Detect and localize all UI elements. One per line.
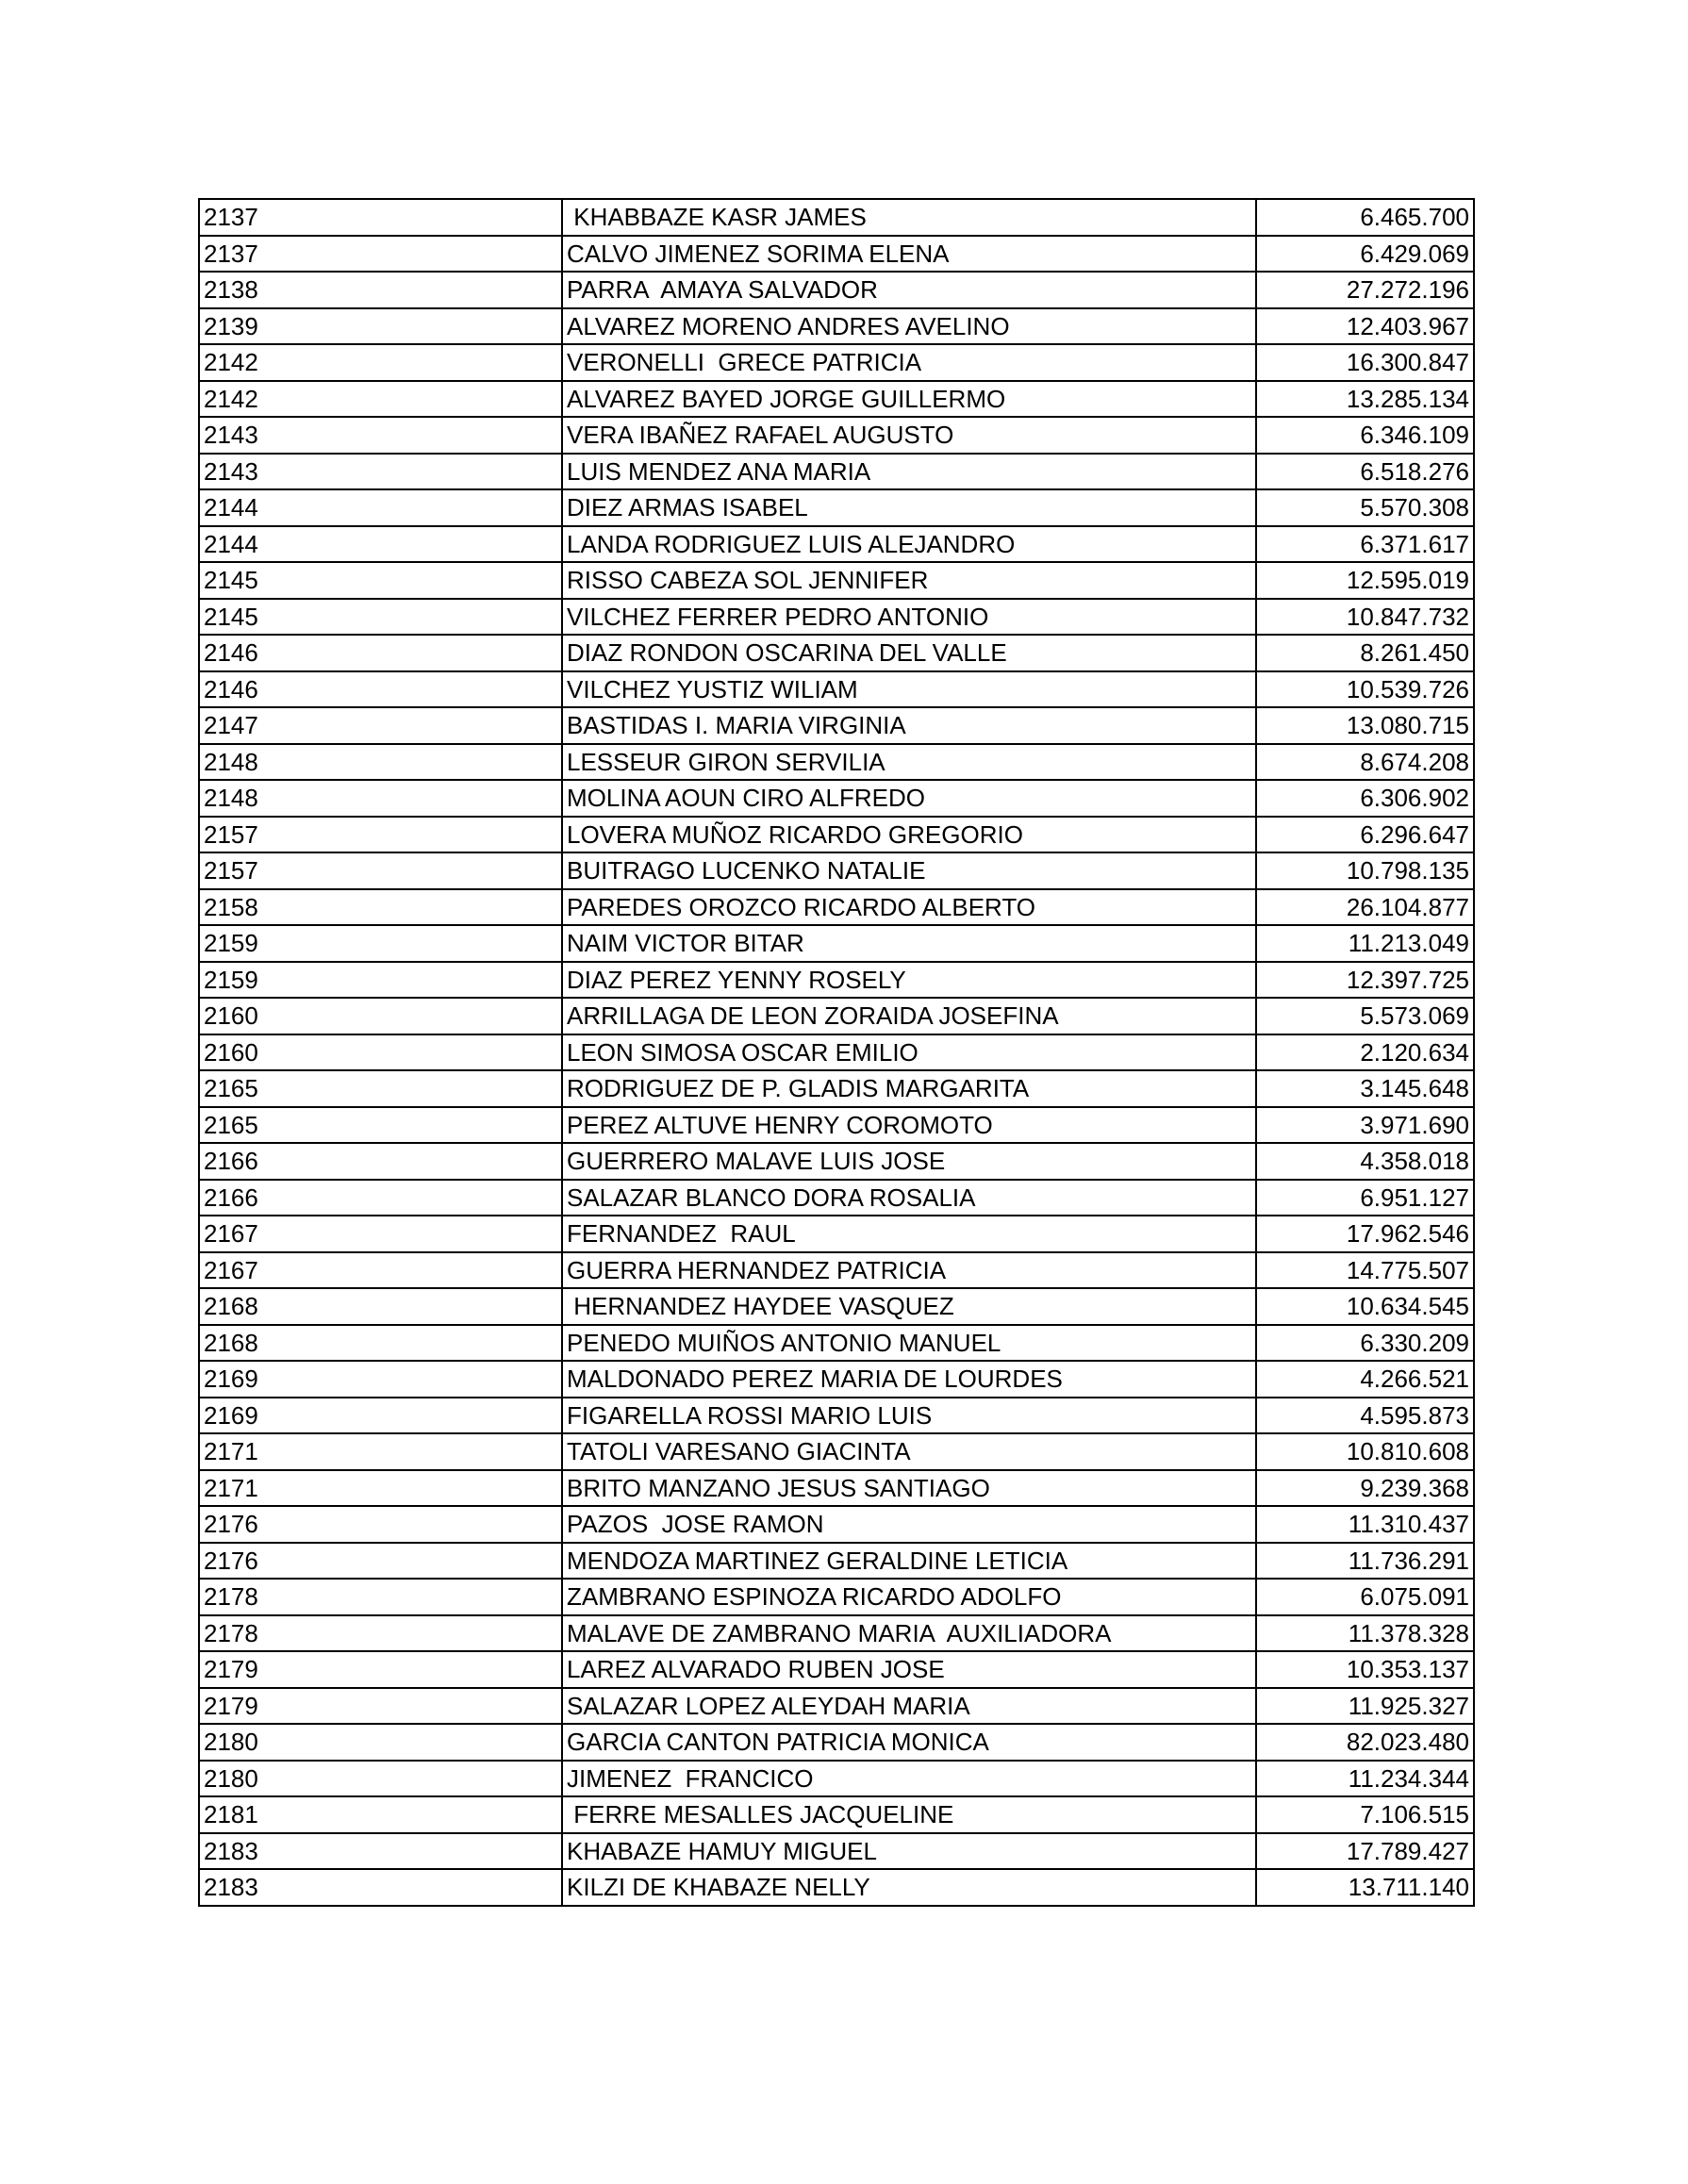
table-row: [199, 1869, 1474, 1906]
code-cell: 2145: [199, 599, 562, 636]
name-cell: VERA IBAÑEZ RAFAEL AUGUSTO: [562, 417, 1256, 454]
amount-cell: 82.023.480: [1256, 1724, 1474, 1761]
name-cell: FIGARELLA ROSSI MARIO LUIS: [562, 1398, 1256, 1434]
amount-cell: 11.736.291: [1256, 1543, 1474, 1580]
table-row: [199, 998, 1474, 1034]
name-cell: KHABAZE HAMUY MIGUEL: [562, 1833, 1256, 1870]
code-cell: 2176: [199, 1506, 562, 1543]
table-row: [199, 744, 1474, 781]
amount-cell: 6.465.700: [1256, 199, 1474, 236]
name-cell: GUERRERO MALAVE LUIS JOSE: [562, 1143, 1256, 1180]
amount-cell: 10.810.608: [1256, 1433, 1474, 1470]
code-cell: 2142: [199, 344, 562, 381]
table-row: [199, 1252, 1474, 1289]
name-cell: LAREZ ALVARADO RUBEN JOSE: [562, 1651, 1256, 1688]
name-cell: LANDA RODRIGUEZ LUIS ALEJANDRO: [562, 526, 1256, 563]
amount-cell: 9.239.368: [1256, 1470, 1474, 1507]
code-cell: 2176: [199, 1543, 562, 1580]
name-cell: PAREDES OROZCO RICARDO ALBERTO: [562, 889, 1256, 926]
amount-cell: 6.306.902: [1256, 780, 1474, 817]
name-cell: ARRILLAGA DE LEON ZORAIDA JOSEFINA: [562, 998, 1256, 1034]
amount-cell: 26.104.877: [1256, 889, 1474, 926]
amount-cell: 12.397.725: [1256, 962, 1474, 999]
code-cell: 2180: [199, 1724, 562, 1761]
name-cell: FERRE MESALLES JACQUELINE: [562, 1796, 1256, 1833]
code-cell: 2157: [199, 852, 562, 889]
name-cell: ZAMBRANO ESPINOZA RICARDO ADOLFO: [562, 1579, 1256, 1615]
table-row: [199, 1361, 1474, 1398]
table-row: [199, 1761, 1474, 1797]
name-cell: MENDOZA MARTINEZ GERALDINE LETICIA: [562, 1543, 1256, 1580]
name-cell: MOLINA AOUN CIRO ALFREDO: [562, 780, 1256, 817]
code-cell: 2171: [199, 1433, 562, 1470]
name-cell: PAZOS JOSE RAMON: [562, 1506, 1256, 1543]
name-cell: BASTIDAS I. MARIA VIRGINIA: [562, 707, 1256, 744]
table-row: [199, 635, 1474, 671]
amount-cell: 6.330.209: [1256, 1325, 1474, 1362]
amount-cell: 10.634.545: [1256, 1288, 1474, 1325]
amount-cell: 8.674.208: [1256, 744, 1474, 781]
name-cell: VILCHEZ YUSTIZ WILIAM: [562, 671, 1256, 708]
table-row: [199, 381, 1474, 418]
amount-cell: 13.711.140: [1256, 1869, 1474, 1906]
table-row: [199, 707, 1474, 744]
table-row: [199, 889, 1474, 926]
code-cell: 2146: [199, 635, 562, 671]
code-cell: 2147: [199, 707, 562, 744]
table-row: [199, 1433, 1474, 1470]
name-cell: GUERRA HERNANDEZ PATRICIA: [562, 1252, 1256, 1289]
name-cell: VILCHEZ FERRER PEDRO ANTONIO: [562, 599, 1256, 636]
name-cell: PEREZ ALTUVE HENRY COROMOTO: [562, 1107, 1256, 1144]
name-cell: LESSEUR GIRON SERVILIA: [562, 744, 1256, 781]
amount-cell: 13.080.715: [1256, 707, 1474, 744]
name-cell: ALVAREZ MORENO ANDRES AVELINO: [562, 308, 1256, 345]
amount-cell: 13.285.134: [1256, 381, 1474, 418]
code-cell: 2143: [199, 417, 562, 454]
code-cell: 2167: [199, 1216, 562, 1252]
code-cell: 2166: [199, 1180, 562, 1216]
amount-cell: 10.539.726: [1256, 671, 1474, 708]
table-row: [199, 1107, 1474, 1144]
name-cell: BRITO MANZANO JESUS SANTIAGO: [562, 1470, 1256, 1507]
code-cell: 2142: [199, 381, 562, 418]
amount-cell: 4.595.873: [1256, 1398, 1474, 1434]
name-cell: FERNANDEZ RAUL: [562, 1216, 1256, 1252]
code-cell: 2180: [199, 1761, 562, 1797]
code-cell: 2148: [199, 744, 562, 781]
amount-cell: 6.075.091: [1256, 1579, 1474, 1615]
amount-cell: 6.429.069: [1256, 236, 1474, 273]
amount-cell: 17.962.546: [1256, 1216, 1474, 1252]
code-cell: 2178: [199, 1579, 562, 1615]
table-row: [199, 1470, 1474, 1507]
roster-table: [198, 198, 1475, 1907]
table-row: [199, 1398, 1474, 1434]
code-cell: 2169: [199, 1361, 562, 1398]
amount-cell: 12.403.967: [1256, 308, 1474, 345]
table-row: [199, 852, 1474, 889]
code-cell: 2168: [199, 1325, 562, 1362]
name-cell: LEON SIMOSA OSCAR EMILIO: [562, 1034, 1256, 1071]
amount-cell: 11.310.437: [1256, 1506, 1474, 1543]
amount-cell: 6.296.647: [1256, 817, 1474, 853]
amount-cell: 11.234.344: [1256, 1761, 1474, 1797]
amount-cell: 27.272.196: [1256, 272, 1474, 308]
amount-cell: 6.346.109: [1256, 417, 1474, 454]
amount-cell: 12.595.019: [1256, 562, 1474, 599]
amount-cell: 4.358.018: [1256, 1143, 1474, 1180]
code-cell: 2167: [199, 1252, 562, 1289]
code-cell: 2157: [199, 817, 562, 853]
code-cell: 2159: [199, 962, 562, 999]
amount-cell: 5.570.308: [1256, 489, 1474, 526]
code-cell: 2158: [199, 889, 562, 926]
amount-cell: 10.798.135: [1256, 852, 1474, 889]
code-cell: 2179: [199, 1688, 562, 1725]
code-cell: 2139: [199, 308, 562, 345]
table-row: [199, 1688, 1474, 1725]
table-row: [199, 199, 1474, 236]
name-cell: CALVO JIMENEZ SORIMA ELENA: [562, 236, 1256, 273]
table-row: [199, 1143, 1474, 1180]
table-row: [199, 817, 1474, 853]
code-cell: 2183: [199, 1833, 562, 1870]
amount-cell: 6.951.127: [1256, 1180, 1474, 1216]
name-cell: LOVERA MUÑOZ RICARDO GREGORIO: [562, 817, 1256, 853]
table-row: [199, 1543, 1474, 1580]
table-row: [199, 308, 1474, 345]
table-row: [199, 671, 1474, 708]
code-cell: 2183: [199, 1869, 562, 1906]
name-cell: DIAZ RONDON OSCARINA DEL VALLE: [562, 635, 1256, 671]
code-cell: 2145: [199, 562, 562, 599]
table-row: [199, 1615, 1474, 1652]
name-cell: ALVAREZ BAYED JORGE GUILLERMO: [562, 381, 1256, 418]
table-row: [199, 1651, 1474, 1688]
code-cell: 2160: [199, 998, 562, 1034]
name-cell: LUIS MENDEZ ANA MARIA: [562, 454, 1256, 490]
table-row: [199, 1833, 1474, 1870]
name-cell: GARCIA CANTON PATRICIA MONICA: [562, 1724, 1256, 1761]
table-row: [199, 489, 1474, 526]
code-cell: 2144: [199, 526, 562, 563]
table-row: [199, 526, 1474, 563]
code-cell: 2148: [199, 780, 562, 817]
name-cell: MALDONADO PEREZ MARIA DE LOURDES: [562, 1361, 1256, 1398]
amount-cell: 3.971.690: [1256, 1107, 1474, 1144]
code-cell: 2137: [199, 236, 562, 273]
code-cell: 2143: [199, 454, 562, 490]
table-row: [199, 1579, 1474, 1615]
amount-cell: 11.378.328: [1256, 1615, 1474, 1652]
amount-cell: 4.266.521: [1256, 1361, 1474, 1398]
amount-cell: 11.213.049: [1256, 925, 1474, 962]
name-cell: RISSO CABEZA SOL JENNIFER: [562, 562, 1256, 599]
table-row: [199, 344, 1474, 381]
name-cell: NAIM VICTOR BITAR: [562, 925, 1256, 962]
table-row: [199, 417, 1474, 454]
code-cell: 2160: [199, 1034, 562, 1071]
amount-cell: 7.106.515: [1256, 1796, 1474, 1833]
table-row: [199, 1288, 1474, 1325]
code-cell: 2169: [199, 1398, 562, 1434]
code-cell: 2181: [199, 1796, 562, 1833]
amount-cell: 8.261.450: [1256, 635, 1474, 671]
amount-cell: 6.518.276: [1256, 454, 1474, 490]
name-cell: RODRIGUEZ DE P. GLADIS MARGARITA: [562, 1070, 1256, 1107]
table-row: [199, 925, 1474, 962]
table-row: [199, 1325, 1474, 1362]
amount-cell: 3.145.648: [1256, 1070, 1474, 1107]
table-row: [199, 780, 1474, 817]
amount-cell: 16.300.847: [1256, 344, 1474, 381]
table-row: [199, 272, 1474, 308]
code-cell: 2144: [199, 489, 562, 526]
name-cell: MALAVE DE ZAMBRANO MARIA AUXILIADORA: [562, 1615, 1256, 1652]
table-row: [199, 1506, 1474, 1543]
code-cell: 2146: [199, 671, 562, 708]
code-cell: 2159: [199, 925, 562, 962]
code-cell: 2168: [199, 1288, 562, 1325]
name-cell: TATOLI VARESANO GIACINTA: [562, 1433, 1256, 1470]
name-cell: VERONELLI GRECE PATRICIA: [562, 344, 1256, 381]
table-row: [199, 1070, 1474, 1107]
table-row: [199, 236, 1474, 273]
amount-cell: 11.925.327: [1256, 1688, 1474, 1725]
code-cell: 2178: [199, 1615, 562, 1652]
table-row: [199, 454, 1474, 490]
code-cell: 2179: [199, 1651, 562, 1688]
code-cell: 2171: [199, 1470, 562, 1507]
amount-cell: 5.573.069: [1256, 998, 1474, 1034]
table-row: [199, 599, 1474, 636]
table-row: [199, 1724, 1474, 1761]
code-cell: 2165: [199, 1107, 562, 1144]
code-cell: 2166: [199, 1143, 562, 1180]
name-cell: KHABBAZE KASR JAMES: [562, 199, 1256, 236]
name-cell: SALAZAR BLANCO DORA ROSALIA: [562, 1180, 1256, 1216]
table-row: [199, 962, 1474, 999]
amount-cell: 2.120.634: [1256, 1034, 1474, 1071]
name-cell: PENEDO MUIÑOS ANTONIO MANUEL: [562, 1325, 1256, 1362]
amount-cell: 17.789.427: [1256, 1833, 1474, 1870]
amount-cell: 14.775.507: [1256, 1252, 1474, 1289]
table-row: [199, 1796, 1474, 1833]
code-cell: 2137: [199, 199, 562, 236]
name-cell: SALAZAR LOPEZ ALEYDAH MARIA: [562, 1688, 1256, 1725]
table-row: [199, 1216, 1474, 1252]
table-row: [199, 1180, 1474, 1216]
table-row: [199, 1034, 1474, 1071]
amount-cell: 10.847.732: [1256, 599, 1474, 636]
code-cell: 2138: [199, 272, 562, 308]
name-cell: HERNANDEZ HAYDEE VASQUEZ: [562, 1288, 1256, 1325]
amount-cell: 10.353.137: [1256, 1651, 1474, 1688]
name-cell: BUITRAGO LUCENKO NATALIE: [562, 852, 1256, 889]
name-cell: DIEZ ARMAS ISABEL: [562, 489, 1256, 526]
name-cell: JIMENEZ FRANCICO: [562, 1761, 1256, 1797]
roster-table-body: [199, 199, 1474, 1906]
table-row: [199, 562, 1474, 599]
name-cell: DIAZ PEREZ YENNY ROSELY: [562, 962, 1256, 999]
name-cell: PARRA AMAYA SALVADOR: [562, 272, 1256, 308]
code-cell: 2165: [199, 1070, 562, 1107]
amount-cell: 6.371.617: [1256, 526, 1474, 563]
name-cell: KILZI DE KHABAZE NELLY: [562, 1869, 1256, 1906]
